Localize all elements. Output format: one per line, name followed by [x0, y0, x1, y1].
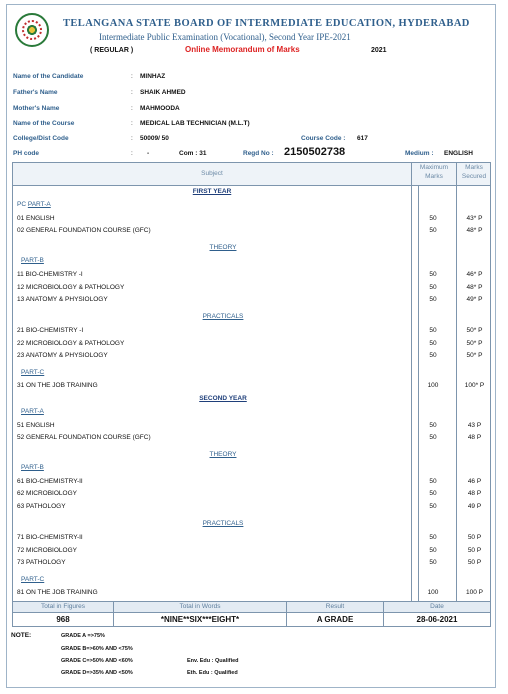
theory-heading: THEORY — [209, 451, 237, 458]
totals-bar — [12, 601, 491, 627]
part-a-label: PART-A — [21, 408, 44, 415]
max-marks: 50 — [429, 227, 437, 234]
table-row: 11 BIO-CHEMISTRY -I — [17, 271, 83, 278]
practicals-heading: PRACTICALS — [202, 313, 244, 320]
eth-edu-note: Eth. Edu : Qualified — [187, 670, 238, 676]
colon: : — [131, 89, 133, 96]
memo-page — [6, 4, 496, 688]
max-marks-header-2: Marks — [425, 173, 443, 180]
mother-name: MAHMOODA — [140, 105, 180, 112]
table-row: 01 ENGLISH — [17, 215, 55, 222]
max-marks: 100 — [427, 382, 439, 389]
secured-marks: 49 P — [467, 503, 482, 510]
grade-c-note: GRADE C=>50% AND <60% — [61, 658, 133, 664]
result-label: Result — [287, 602, 383, 612]
secured-marks: 48 P — [467, 434, 482, 441]
secured-marks: 48* P — [466, 227, 483, 234]
secured-marks: 50 P — [467, 534, 482, 541]
theory-heading: THEORY — [209, 244, 237, 251]
secured-marks: 48* P — [466, 284, 483, 291]
secured-marks: 50* P — [466, 340, 483, 347]
medium-label: Medium : — [405, 150, 434, 157]
practicals-heading: PRACTICALS — [202, 520, 244, 527]
college-code-label: College/Dist Code — [13, 135, 69, 142]
board-emblem-icon — [15, 13, 49, 47]
secured-marks: 49* P — [466, 296, 483, 303]
env-edu-note: Env. Edu : Qualified — [187, 658, 239, 664]
max-marks: 50 — [429, 284, 437, 291]
max-marks: 50 — [429, 340, 437, 347]
secured-marks: 50 P — [467, 547, 482, 554]
exam-subtitle: Intermediate Public Examination (Vocational), Second Year IPE-2021 — [99, 32, 351, 42]
part-b-label: PART-B — [21, 464, 44, 471]
father-name: SHAIK AHMED — [140, 89, 186, 96]
max-marks: 50 — [429, 490, 437, 497]
part-a-label: PART-A — [27, 201, 51, 208]
father-name-label: Father's Name — [13, 89, 58, 96]
grade-a-note: GRADE A =>75% — [61, 633, 105, 639]
table-row: 72 MICROBIOLOGY — [17, 547, 77, 554]
max-marks: 100 — [427, 589, 439, 596]
column-divider — [411, 163, 412, 603]
table-row: 31 ON THE JOB TRAINING — [17, 382, 98, 389]
table-row: 71 BIO-CHEMISTRY-II — [17, 534, 83, 541]
colon: : — [131, 135, 133, 142]
max-marks: 50 — [429, 547, 437, 554]
table-header — [13, 163, 490, 186]
table-row: 12 MICROBIOLOGY & PATHOLOGY — [17, 284, 125, 291]
secured-marks: 50* P — [466, 352, 483, 359]
course-name-label: Name of the Course — [13, 120, 75, 127]
table-row: 23 ANATOMY & PHYSIOLOGY — [17, 352, 108, 359]
date-label: Date — [384, 602, 490, 612]
exam-year: 2021 — [371, 47, 387, 54]
secured-marks: 43* P — [466, 215, 483, 222]
table-row: 52 GENERAL FOUNDATION COURSE (GFC) — [17, 434, 151, 441]
pc-part-a-label — [17, 201, 51, 208]
candidate-name: MINHAZ — [140, 73, 166, 80]
max-marks-header-1: Maximum — [419, 164, 449, 171]
date: 28-06-2021 — [416, 615, 458, 624]
max-marks: 50 — [429, 534, 437, 541]
com-code: Com : 31 — [179, 150, 207, 157]
result: A GRADE — [316, 615, 354, 624]
part-b-label: PART-B — [21, 257, 44, 264]
secured-header-2: Secured — [461, 173, 487, 180]
secured-header-1: Marks — [465, 164, 483, 171]
table-row: 61 BIO-CHEMISTRY-II — [17, 478, 83, 485]
colon: : — [131, 120, 133, 127]
memo-header — [7, 5, 495, 67]
table-row: 21 BIO-CHEMISTRY -I — [17, 327, 84, 334]
secured-marks: 100 P — [466, 589, 483, 596]
table-row: 73 PATHOLOGY — [17, 559, 66, 566]
max-marks: 50 — [429, 215, 437, 222]
secured-marks: 48 P — [467, 490, 482, 497]
colon: : — [131, 105, 133, 112]
table-row: 63 PATHOLOGY — [17, 503, 66, 510]
colon: : — [131, 150, 133, 157]
colon: : — [131, 73, 133, 80]
board-title: TELANGANA STATE BOARD OF INTERMEDIATE EDUCATION, HYDERABAD — [63, 18, 470, 29]
max-marks: 50 — [429, 271, 437, 278]
ph-code: - — [147, 150, 150, 157]
max-marks: 50 — [429, 434, 437, 441]
max-marks: 50 — [429, 422, 437, 429]
second-year-heading: SECOND YEAR — [199, 395, 247, 402]
candidate-name-label: Name of the Candidate — [13, 73, 84, 80]
max-marks: 50 — [429, 503, 437, 510]
table-row: 62 MICROBIOLOGY — [17, 490, 77, 497]
first-year-heading: FIRST YEAR — [192, 188, 232, 195]
part-c-label: PART-C — [21, 369, 45, 376]
max-marks: 50 — [429, 478, 437, 485]
secured-marks: 100* P — [464, 382, 485, 389]
total-figures: 968 — [56, 615, 70, 624]
pc-prefix: PC — [17, 201, 27, 208]
exam-type: ( REGULAR ) — [90, 47, 134, 54]
ph-code-label: PH code — [13, 150, 40, 157]
memo-title: Online Memorandum of Marks — [185, 45, 300, 54]
max-marks: 50 — [429, 327, 437, 334]
table-row: 02 GENERAL FOUNDATION COURSE (GFC) — [17, 227, 151, 234]
table-row: 22 MICROBIOLOGY & PATHOLOGY — [17, 340, 125, 347]
table-row: 81 ON THE JOB TRAINING — [17, 589, 98, 596]
max-marks: 50 — [429, 296, 437, 303]
course-name: MEDICAL LAB TECHNICIAN (M.L.T) — [140, 120, 250, 127]
secured-marks: 50* P — [466, 327, 483, 334]
marks-table — [12, 162, 491, 604]
grade-d-note: GRADE D=>35% AND <50% — [61, 670, 133, 676]
regd-label: Regd No : — [243, 150, 274, 157]
max-marks: 50 — [429, 559, 437, 566]
table-row: 51 ENGLISH — [17, 422, 55, 429]
regd-number: 2150502738 — [284, 146, 346, 158]
grade-b-note: GRADE B=>60% AND <75% — [61, 646, 133, 652]
table-row: 13 ANATOMY & PHYSIOLOGY — [17, 296, 108, 303]
secured-marks: 46* P — [466, 271, 483, 278]
college-code: 50009/ 50 — [140, 135, 169, 142]
course-code-label: Course Code : — [301, 135, 346, 142]
course-code: 617 — [357, 135, 368, 142]
note-label: NOTE: — [11, 632, 32, 639]
words-label: Total in Words — [114, 602, 286, 612]
subject-header: Subject — [201, 170, 223, 177]
secured-marks: 50 P — [467, 559, 482, 566]
figures-label: Total in Figures — [13, 602, 113, 612]
medium: ENGLISH — [444, 150, 473, 157]
secured-marks: 43 P — [467, 422, 482, 429]
mother-name-label: Mother's Name — [13, 105, 60, 112]
column-divider — [456, 163, 457, 603]
part-c-label: PART-C — [21, 576, 45, 583]
max-marks: 50 — [429, 352, 437, 359]
total-words: *NINE**SIX***EIGHT* — [160, 615, 240, 624]
secured-marks: 46 P — [467, 478, 482, 485]
